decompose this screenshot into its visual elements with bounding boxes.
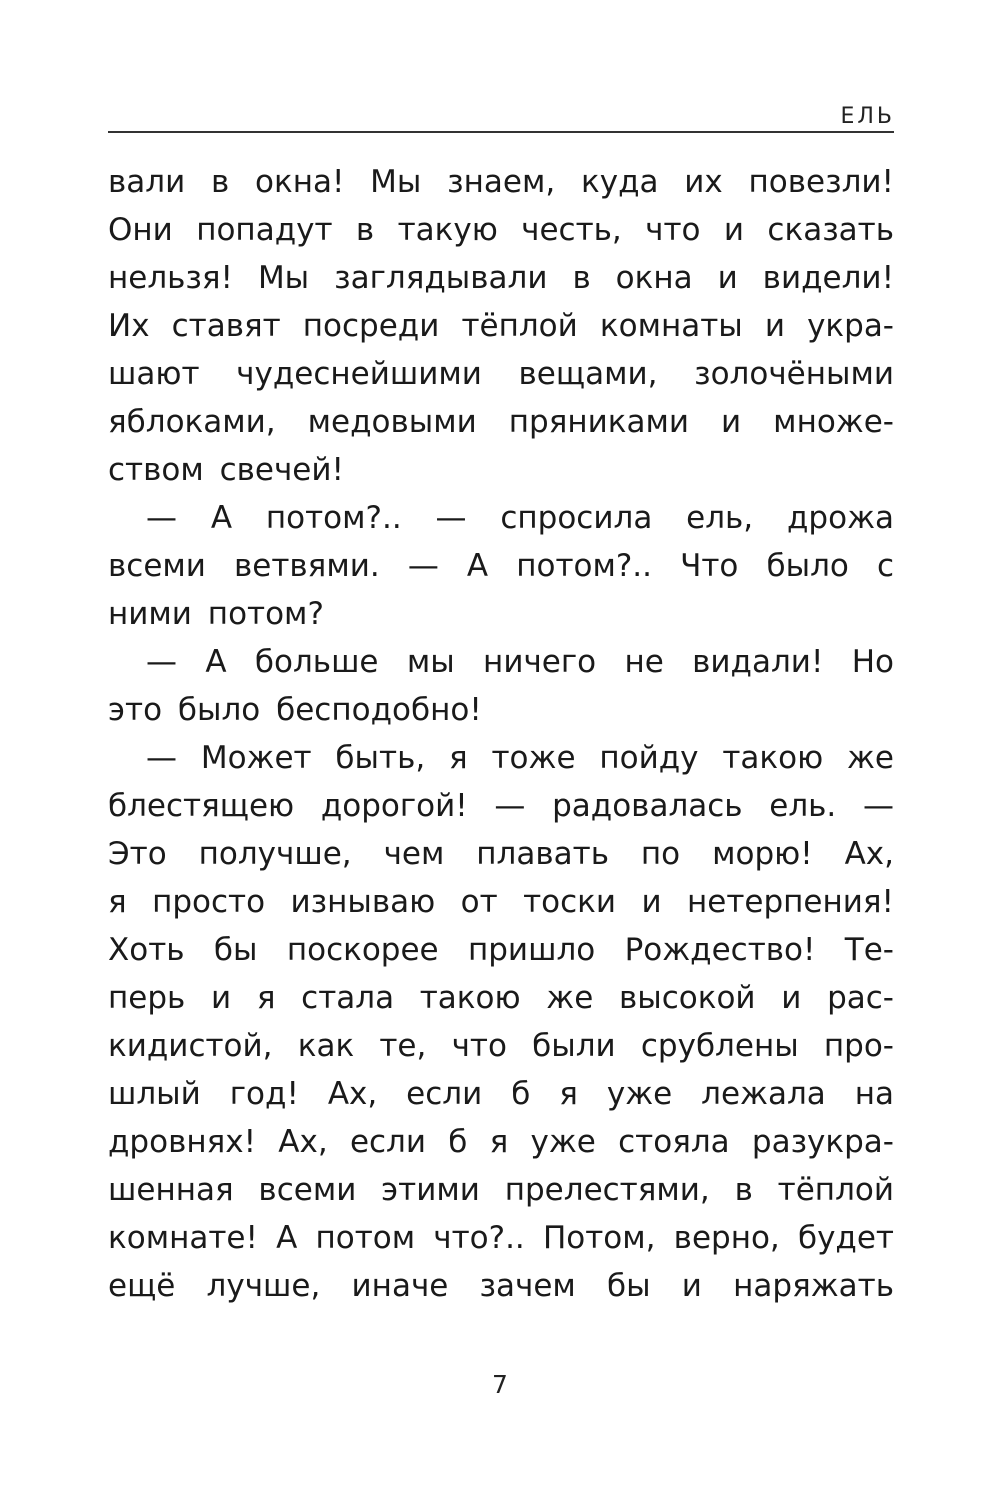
text-line: вали в окна! Мы знаем, куда их повезли!: [108, 164, 894, 200]
text-line: шлый год! Ах, если б я уже лежала на: [108, 1076, 894, 1112]
header-rule: [108, 131, 894, 133]
text-line: дровнях! Ах, если б я уже стояла разукра-: [108, 1124, 894, 1160]
text-line: яблоками, медовыми пряниками и множе-: [108, 404, 894, 440]
text-line: шенная всеми этими прелестями, в тёплой: [108, 1172, 894, 1208]
text-line: Их ставят посреди тёплой комнаты и укра-: [108, 308, 894, 344]
text-line: кидистой, как те, что были срублены про-: [108, 1028, 894, 1064]
text-line: — А потом?.. — спросила ель, дрожа: [146, 500, 894, 536]
text-line: — А больше мы ничего не видали! Но: [146, 644, 894, 680]
text-line: это было бесподобно!: [108, 692, 482, 728]
text-line: шают чудеснейшими вещами, золочёными: [108, 356, 894, 392]
text-line: нельзя! Мы заглядывали в окна и видели!: [108, 260, 894, 296]
text-line: всеми ветвями. — А потом?.. Что было с: [108, 548, 894, 584]
text-line: комнате! А потом что?.. Потом, верно, будет: [108, 1220, 894, 1256]
text-line: я просто изнываю от тоски и нетерпения!: [108, 884, 894, 920]
page-number: 7: [492, 1370, 508, 1399]
text-line: Они попадут в такую честь, что и сказать: [108, 212, 894, 248]
body-text: [108, 158, 894, 1310]
text-line: — Может быть, я тоже пойду такою же: [146, 740, 894, 776]
text-line: блестящею дорогой! — радовалась ель. —: [108, 788, 894, 824]
text-line: ними потом?: [108, 596, 324, 632]
text-line: ещё лучше, иначе зачем бы и наряжать: [108, 1268, 894, 1304]
running-header-title: ЕЛЬ: [840, 104, 895, 129]
text-line: Хоть бы поскорее пришло Рождество! Те-: [108, 932, 894, 968]
text-line: ством свечей!: [108, 452, 344, 488]
text-line: перь и я стала такою же высокой и рас-: [108, 980, 894, 1016]
text-line: Это получше, чем плавать по морю! Ах,: [108, 836, 894, 872]
